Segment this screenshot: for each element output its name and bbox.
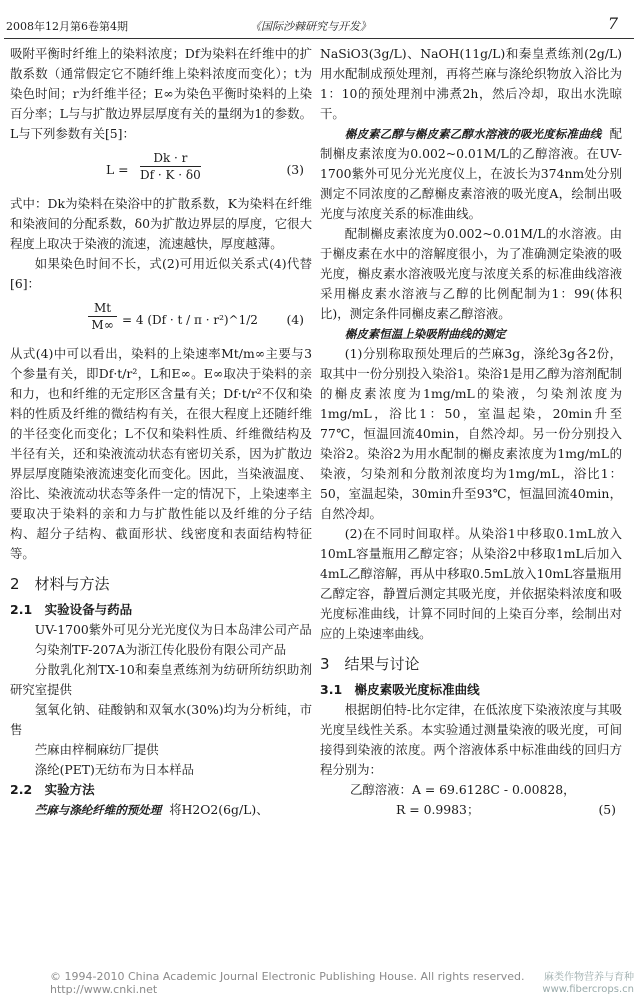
eq5-line1: 乙醇溶液：A = 69.6128C - 0.00828， xyxy=(350,782,576,797)
subsection-heading: 2.2 实验方法 xyxy=(10,782,95,797)
subsection-heading: 3.1 槲皮素吸光度标准曲线 xyxy=(320,682,480,697)
list-item: 涤纶(PET)无纺布为日本样品 xyxy=(34,762,195,777)
eq4-lhs xyxy=(88,300,117,333)
watermark xyxy=(542,972,634,996)
run-in-heading: 槲皮素乙醇与槲皮素乙醇水溶液的吸光度标准曲线 xyxy=(344,127,602,141)
list-item: 匀染剂TF-207A为浙江传化股份有限公司产品 xyxy=(34,642,287,657)
section-heading: 3 结果与讨论 xyxy=(320,655,420,673)
paragraph: 配制槲皮素浓度为0.002~0.01M/L的乙醇溶液。在UV-1700紫外可见分光光度仪上，在波长为374nm处分别测定不同浓度的乙醇槲皮素溶液的吸光度A，绘制出吸光度与浓度关系的标准曲线。 xyxy=(320,126,622,221)
paragraph: 如果染色时间不长，式(2)可用近似关系式(4)代替[6]： xyxy=(10,256,312,291)
running-header xyxy=(0,14,640,36)
eq3-number: (3) xyxy=(286,162,304,177)
journal-issue: 2008年12月第6卷第4期 xyxy=(6,20,128,33)
watermark-line1: 麻类作物营养与育种 xyxy=(544,972,634,983)
paragraph: 配制槲皮素浓度为0.002~0.01M/L的水溶液。由于槲皮素在水中的溶解度很小，为了准确测定染液的吸光度，槲皮素水溶液吸光度与浓度关系的标准曲线溶液采用槲皮素水溶液与乙醇的比例配制为1：99(体积比)，测定条件同槲皮素乙醇溶液。 xyxy=(320,226,622,321)
eq4-rhs: = 4 (Df · t / π · r²)^1/2 xyxy=(122,313,258,327)
footer-url[interactable]: http://www.cnki.net xyxy=(50,983,158,996)
eq4-number: (4) xyxy=(286,312,304,327)
paragraph: 根据朗伯特-比尔定律，在低浓度下染液浓度与其吸光度呈线性关系。本实验通过测量染液的吸光度，可间接得到染液的浓度。两个溶液体系中标准曲线的回归方程分别为： xyxy=(320,702,622,777)
eq5-number: (5) xyxy=(598,802,616,817)
watermark-line2: www.fibercrops.cn xyxy=(542,984,634,995)
eq5-line2: R = 0.9983； xyxy=(396,802,480,817)
eq3-numerator: Dk · r xyxy=(140,150,201,167)
eq4-lhs-den: M∞ xyxy=(91,318,114,332)
eq4-lhs-num: Mt xyxy=(88,300,117,317)
subsection-heading: 2.1 实验设备与药品 xyxy=(10,602,133,617)
right-column xyxy=(320,44,622,820)
eq3-denominator: Df · K · δ0 xyxy=(140,168,201,182)
copyright-text: © 1994-2010 China Academic Journal Electronic Publishing House. All rights reserved. xyxy=(50,970,525,983)
eq3-lhs: L = xyxy=(106,162,129,177)
paragraph-start: 将H2O2(6g/L)、 xyxy=(169,802,269,817)
equation-5 xyxy=(320,780,622,820)
list-item: 氢氧化钠、硅酸钠和双氧水(30%)均为分析纯，市售 xyxy=(10,702,312,737)
eq3-fraction xyxy=(140,150,201,183)
paragraph: 从式(4)中可以看出，染料的上染速率Mt/m∞主要与3个参量有关，即Df·t/r²，L和E∞。E∞取决于染料的亲和力，也和纤维的无定形区含量有关；Df·t/r²不仅和染料的性质及纤维的微结构有关，在很大程度上还随纤维的半径变化而变化；L不仅和染料性质、纤维微结构及半径有关，还和染液流动状态有密切关系，因为扩散边界层厚度随染液流速变化而变化。因此，当染液温度、浴比、染液流动状态等条件一定的情况下，上染速率主要取决于染料的亲和力与扩散性能以及纤维的分子结构、超分子结构、截面形状、线密度和表面结构特征等。 xyxy=(10,346,312,561)
paragraph: (1)分别称取预处理后的苎麻3g，涤纶3g各2份，取其中一份分别投入染浴1。染浴1是用乙醇为溶剂配制的槲皮素浓度为1mg/mL的染液，匀染剂浓度为1mg/mL，浴比1：50，室温起染，20min升至77℃，恒温回流40min，自然冷却。另一份分别投入染浴2。染浴2为用水配制的槲皮素浓度为1mg/mL的染液，匀染剂和分散剂浓度均为1mg/mL，浴比1：50，室温起染，30min升至93℃，恒温回流40min，自然冷却。 xyxy=(320,346,622,521)
paragraph: 式中：Dk为染料在染浴中的扩散系数，K为染料在纤维和染液间的分配系数，δ0为扩散边界层的厚度，它很大程度上取决于染液的流速，流速越快，厚度越薄。 xyxy=(10,196,312,251)
run-in-heading: 槲皮素恒温上染吸附曲线的测定 xyxy=(344,327,506,341)
equation-4 xyxy=(10,298,312,340)
run-in-heading: 苎麻与涤纶纤维的预处理 xyxy=(34,803,162,817)
list-item: UV-1700紫外可见分光光度仪为日本岛津公司产品 xyxy=(34,622,312,637)
journal-title: 《国际沙棘研究与开发》 xyxy=(250,20,371,33)
left-column xyxy=(10,44,312,820)
list-item: 分散乳化剂TX-10和秦皇煮练剂为纺研所纺织助剂研究室提供 xyxy=(10,662,312,697)
header-rule xyxy=(4,38,634,39)
paragraph: 吸附平衡时纤维上的染料浓度；Df为染料在纤维中的扩散系数（通常假定它不随纤维上染料浓度而变化）；t为染色时间；r为纤维半径；E∞为染色平衡时染料的上染百分率；L与与扩散边界层厚度有关的量纲为1的参数。L与下列参数有关[5]： xyxy=(10,46,312,141)
section-heading: 2 材料与方法 xyxy=(10,575,110,593)
paragraph: (2)在不同时间取样。从染浴1中移取0.1mL放入10mL容量瓶用乙醇定容；从染浴2中移取1mL后加入4mL乙醇溶解，再从中移取0.5mL放入10mL容量瓶用乙醇定容，静置后测定其吸光度，并依据染料浓度和吸光度标准曲线，计算不同时间的上染百分率，绘制出对应的上染速率曲线。 xyxy=(320,526,622,641)
copyright-footer xyxy=(50,970,610,996)
paragraph: NaSiO3(3g/L)、NaOH(11g/L)和秦皇煮练剂(2g/L)用水配制成预处理剂，再将苎麻与涤纶织物放入浴比为1：10的预处理剂中沸煮2h，然后冷却，取出水洗晾干。 xyxy=(320,46,622,121)
page-number: 7 xyxy=(607,14,618,33)
list-item: 苎麻由梓桐麻纺厂提供 xyxy=(34,742,159,757)
equation-3 xyxy=(10,148,312,190)
